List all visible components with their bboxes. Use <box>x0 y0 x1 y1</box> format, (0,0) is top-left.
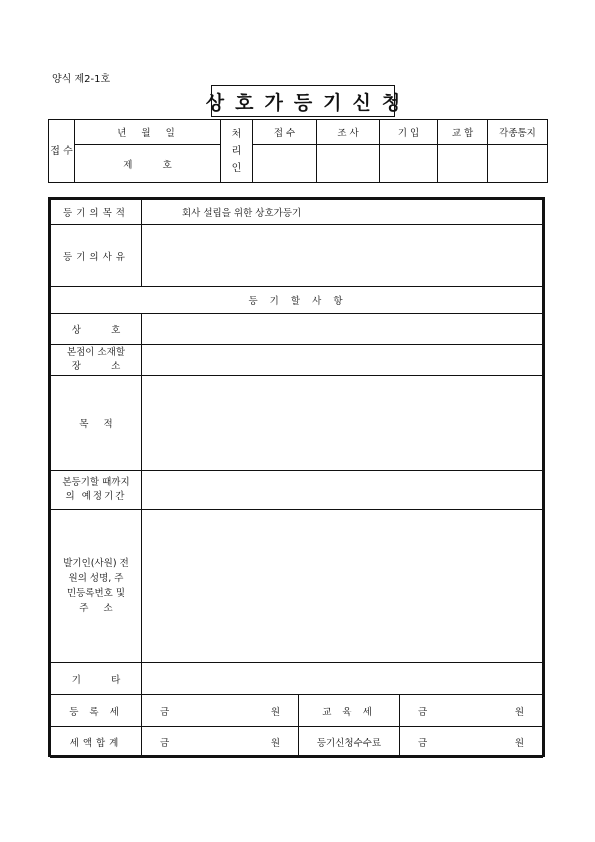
processor-col-entry: 기 입 <box>380 120 438 145</box>
application-fee-amount[interactable]: 금 원 <box>400 727 543 758</box>
objective-value[interactable] <box>142 376 543 471</box>
receipt-number[interactable]: 제 호 <box>75 145 221 183</box>
registration-tax-amount[interactable]: 금 원 <box>142 695 299 727</box>
processor-col-notice: 각종통지 <box>488 120 548 145</box>
expected-period-value[interactable] <box>142 471 543 510</box>
form-number: 양식 제2-1호 <box>52 74 111 85</box>
application-table <box>50 199 543 758</box>
form-title: 상호가등기신청 <box>205 91 412 114</box>
purpose-value[interactable]: 회사 설립을 위한 상호가등기 <box>142 200 543 225</box>
processor-col-investigation: 조 사 <box>317 120 380 145</box>
processor-col-collation: 교 합 <box>438 120 488 145</box>
head-office-value[interactable] <box>142 345 543 376</box>
head-office-label: 본점이 소재할 장 소 <box>51 345 142 376</box>
trade-name-value[interactable] <box>142 314 543 345</box>
promoters-value[interactable] <box>142 510 543 663</box>
reason-value[interactable] <box>142 225 543 287</box>
objective-label: 목 적 <box>51 376 142 471</box>
promoters-label: 발기인(사원) 전 원의 성명, 주 민등록번호 및 주 소 <box>51 510 142 663</box>
processor-cell-entry[interactable] <box>380 145 438 183</box>
reason-label: 등기의사유 <box>51 225 142 287</box>
education-tax-amount[interactable]: 금 원 <box>400 695 543 727</box>
total-tax-amount[interactable]: 금 원 <box>142 727 299 758</box>
application-table-frame <box>48 197 545 757</box>
purpose-label: 등기의목적 <box>51 200 142 225</box>
processor-cell-collation[interactable] <box>438 145 488 183</box>
expected-period-label: 본등기할 때까지 의 예정기간 <box>51 471 142 510</box>
trade-name-label: 상 호 <box>51 314 142 345</box>
registration-items-header: 등 기 할 사 항 <box>51 287 543 314</box>
receipt-date[interactable]: 년 월 일 <box>75 120 221 145</box>
application-fee-label: 등기신청수수료 <box>299 727 400 758</box>
other-label: 기 타 <box>51 663 142 695</box>
receipt-table <box>48 119 548 183</box>
processor-cell-receipt[interactable] <box>253 145 317 183</box>
education-tax-label: 교 육 세 <box>299 695 400 727</box>
total-tax-label: 세액합계 <box>51 727 142 758</box>
processor-cell-investigation[interactable] <box>317 145 380 183</box>
other-value[interactable] <box>142 663 543 695</box>
registration-tax-label: 등 록 세 <box>51 695 142 727</box>
processor-cell-notice[interactable] <box>488 145 548 183</box>
form-title-box <box>205 85 412 117</box>
processor-col-receipt: 접 수 <box>253 120 317 145</box>
processor-label: 처 리 인 <box>221 120 253 183</box>
receipt-label: 접 수 <box>49 120 75 183</box>
